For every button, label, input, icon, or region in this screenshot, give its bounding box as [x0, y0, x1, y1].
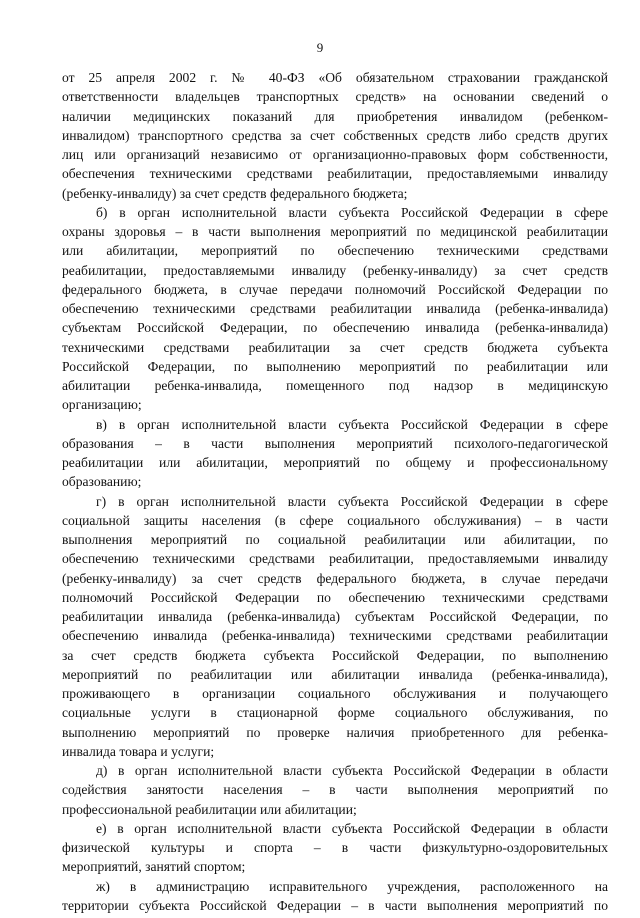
text-line: обеспечению техническими средствами реабилитации инвалида (ребенка-инвалида): [62, 301, 608, 316]
text-line: наличии медицинских показаний для приобретения инвалидом (ребенком-: [62, 108, 608, 124]
text-line: образования – в части выполнения мероприятий психолого-педагогической: [62, 435, 608, 451]
text-line: полномочий Российской Федерации по обеспечению техническими средствами: [62, 589, 608, 605]
text-line: за счет средств бюджета субъекта Российской Федерации, по выполнению: [62, 647, 608, 663]
text-line: выполнения мероприятий по социальной реабилитации или абилитации, по: [62, 532, 608, 547]
text-line: проживающего в организации социального обслуживания и получающего: [62, 686, 608, 701]
text-line: обеспечению техническими средствами реабилитации, предоставляемыми инвалиду: [62, 551, 608, 567]
text-line: обеспечения техническими средствами реабилитации, предоставляемыми инвалиду: [62, 166, 608, 182]
text-line: физической культуры и спорта – в части физкультурно-оздоровительных: [62, 840, 608, 855]
text-line: социальной защиты населения (в сфере социального обслуживания) – в части: [62, 512, 608, 528]
text-line: территории субъекта Российской Федерации – в части выполнения мероприятий по: [62, 897, 608, 913]
paragraph-d-line: д) в орган исполнительной власти субъекта Российской Федерации в области: [96, 763, 608, 778]
text-line: инвалида товара и услуги;: [62, 743, 215, 759]
text-line: техническими средствами реабилитации за счет средств бюджета субъекта: [62, 339, 608, 355]
text-line: охраны здоровья – в части выполнения мероприятий по медицинской реабилитации: [62, 224, 608, 239]
text-line: реабилитации или абилитации, мероприятий по общему и профессиональному: [62, 455, 608, 470]
text-line: социальные услуги в стационарной форме социального обслуживания, по: [62, 705, 608, 721]
text-line: реабилитации, предоставляемыми инвалиду (ребенку-инвалиду) за счет средств: [62, 262, 608, 278]
text-line: организацию;: [62, 397, 142, 413]
text-line: обеспечению инвалида (ребенка-инвалида) техническими средствами реабилитации: [62, 628, 608, 644]
paragraph-zh-line: ж) в администрацию исправительного учреждения, расположенного на: [96, 878, 608, 894]
paragraph-b-line: б) в орган исполнительной власти субъекта Российской Федерации в сфере: [96, 204, 608, 220]
text-line: инвалидом) транспортного средства за счет собственных средств либо средств других: [62, 127, 608, 143]
text-line: лиц или организаций независимо от организационно-правовых форм собственности,: [62, 147, 608, 162]
text-line: абилитации ребенка-инвалида, помещенного под надзор в медицинскую: [62, 378, 608, 393]
text-line: содействия занятости населения – в части выполнения мероприятий по: [62, 782, 608, 798]
text-line: выполнению мероприятий по проверке наличия приобретенного для ребенка-: [62, 724, 608, 740]
text-line: от 25 апреля 2002 г. № 40-ФЗ «Об обязательном страховании гражданской: [62, 70, 608, 85]
text-line: ответственности владельцев транспортных средств» на основании сведений о: [62, 89, 608, 105]
text-line: или абилитации, мероприятий по обеспечению техническими средствами: [62, 243, 608, 259]
paragraph-e-line: е) в орган исполнительной власти субъекта Российской Федерации в области: [96, 820, 608, 836]
text-line: профессиональной реабилитации или абилитации;: [62, 801, 357, 817]
text-line: субъектам Российской Федерации, по обеспечению инвалида (ребенка-инвалида): [62, 320, 608, 336]
text-line: федерального бюджета, в случае передачи полномочий Российской Федерации по: [62, 281, 608, 297]
text-line: Российской Федерации, по выполнению мероприятий по реабилитации или: [62, 358, 608, 374]
text-line: мероприятий по реабилитации или абилитации инвалида (ребенка-инвалида),: [62, 666, 608, 682]
page-number: 9: [316, 40, 324, 55]
body-text: [62, 68, 608, 915]
paragraph-v-line: в) в орган исполнительной власти субъекта Российской Федерации в сфере: [96, 416, 608, 432]
text-line: реабилитации инвалида (ребенка-инвалида) субъектам Российской Федерации, по: [62, 609, 608, 624]
text-line: (ребенку-инвалиду) за счет средств федерального бюджета;: [62, 185, 408, 201]
text-line: (ребенку-инвалиду) за счет средств федерального бюджета, в случае передачи: [62, 570, 608, 586]
text-line: образованию;: [62, 474, 142, 490]
text-line: мероприятий, занятий спортом;: [62, 859, 246, 875]
paragraph-g-line: г) в орган исполнительной власти субъекта Российской Федерации в сфере: [96, 493, 608, 509]
